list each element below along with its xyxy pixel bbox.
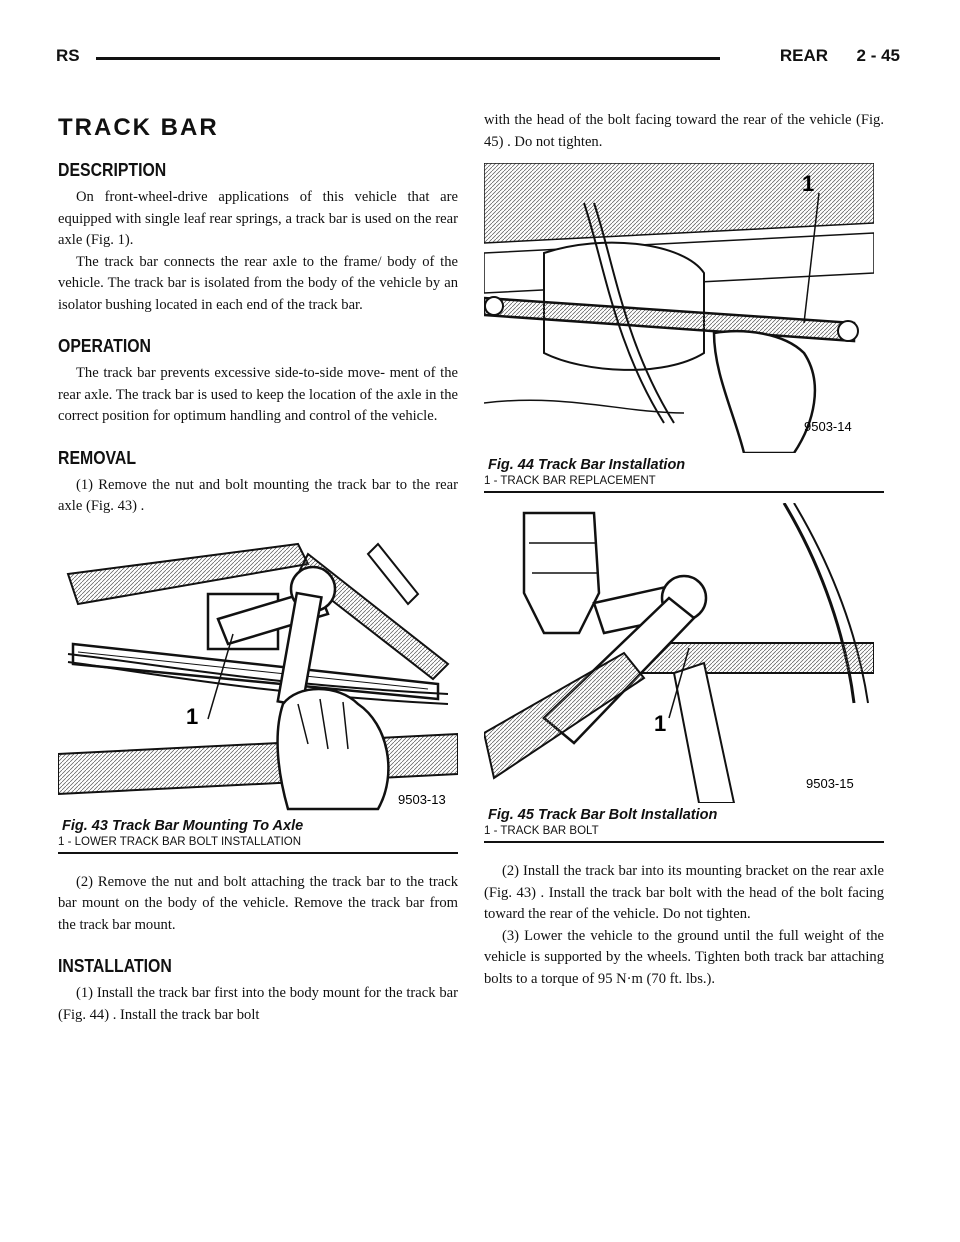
figure-44-code: 9503-14 — [804, 419, 852, 434]
description-paragraph-2: The track bar connects the rear axle to the frame/ body of the vehicle. The track bar is isolated from the body of the vehicle by an isolator bushing located in each end of the track bar. — [58, 253, 458, 313]
figure-43-code: 9503-13 — [398, 791, 446, 807]
header-model: RS — [56, 46, 80, 65]
right-column — [484, 110, 884, 990]
description-paragraph-1: On front-wheel-drive applications of this vehicle that are equipped with single leaf rear springs, a track bar is used on the rear axle (Fig. 1). — [58, 189, 458, 248]
figure-43-rule — [58, 852, 458, 854]
installation-heading: INSTALLATION — [58, 956, 172, 976]
figure-45-code: 9503-15 — [806, 776, 854, 791]
figure-45-callout: 1 — [654, 711, 667, 736]
installation-step-1b: with the head of the bolt facing toward the rear of the vehicle (Fig. 45) . Do not tighten. — [484, 112, 884, 150]
header-section: REAR — [779, 46, 828, 65]
operation-heading: OPERATION — [58, 336, 151, 356]
figure-43-illustration — [58, 534, 458, 814]
page-title: TRACK BAR — [58, 114, 219, 141]
figure-44-caption: Fig. 44 Track Bar Installation — [488, 457, 686, 473]
figure-44 — [484, 163, 884, 493]
figure-44-callout: 1 — [802, 171, 815, 196]
figure-43-caption: Fig. 43 Track Bar Mounting To Axle — [62, 817, 304, 834]
figure-44-legend: 1 - TRACK BAR REPLACEMENT — [484, 475, 656, 487]
operation-paragraph: The track bar prevents excessive side-to-side move- ment of the rear axle. The track bar is used to keep the location of the axle in the correct position for optimum handling and control of the vehicle. — [58, 365, 458, 424]
figure-45-rule — [484, 841, 884, 843]
installation-step-3: (3) Lower the vehicle to the ground until the full weight of the vehicle is supported by the wheels. Tighten both track bar attaching bolts to a torque of 95 N·m (70 ft. lbs.). — [484, 927, 884, 987]
figure-45-legend: 1 - TRACK BAR BOLT — [484, 825, 599, 837]
removal-step-1: (1) Remove the nut and bolt mounting the track bar to the rear axle (Fig. 43) . — [58, 476, 458, 514]
removal-heading: REMOVAL — [58, 447, 137, 468]
page-header — [56, 44, 900, 74]
installation-step-1a: (1) Install the track bar first into the body mount for the track bar (Fig. 44) . Install the track bar bolt — [58, 985, 458, 1023]
figure-43-callout: 1 — [186, 703, 199, 729]
header-rule — [96, 57, 720, 60]
figure-45 — [484, 503, 884, 843]
figure-44-illustration — [484, 163, 874, 453]
left-column — [58, 106, 458, 1026]
page-number: 2 - 45 — [856, 46, 900, 65]
description-heading: DESCRIPTION — [58, 160, 167, 180]
figure-43-legend: 1 - LOWER TRACK BAR BOLT INSTALLATION — [58, 835, 302, 848]
figure-43 — [58, 534, 458, 854]
figure-45-illustration — [484, 503, 874, 803]
figure-44-rule — [484, 491, 884, 493]
figure-45-caption: Fig. 45 Track Bar Bolt Installation — [488, 807, 718, 823]
removal-step-2: (2) Remove the nut and bolt attaching the track bar to the track bar mount on the body of the vehicle. Remove the track bar from the track bar mount. — [58, 873, 458, 933]
installation-step-2: (2) Install the track bar into its mounting bracket on the rear axle (Fig. 43) . Install the track bar bolt with the head of the bolt facing toward the rear of the vehicle. Do not tighten. — [484, 863, 884, 922]
